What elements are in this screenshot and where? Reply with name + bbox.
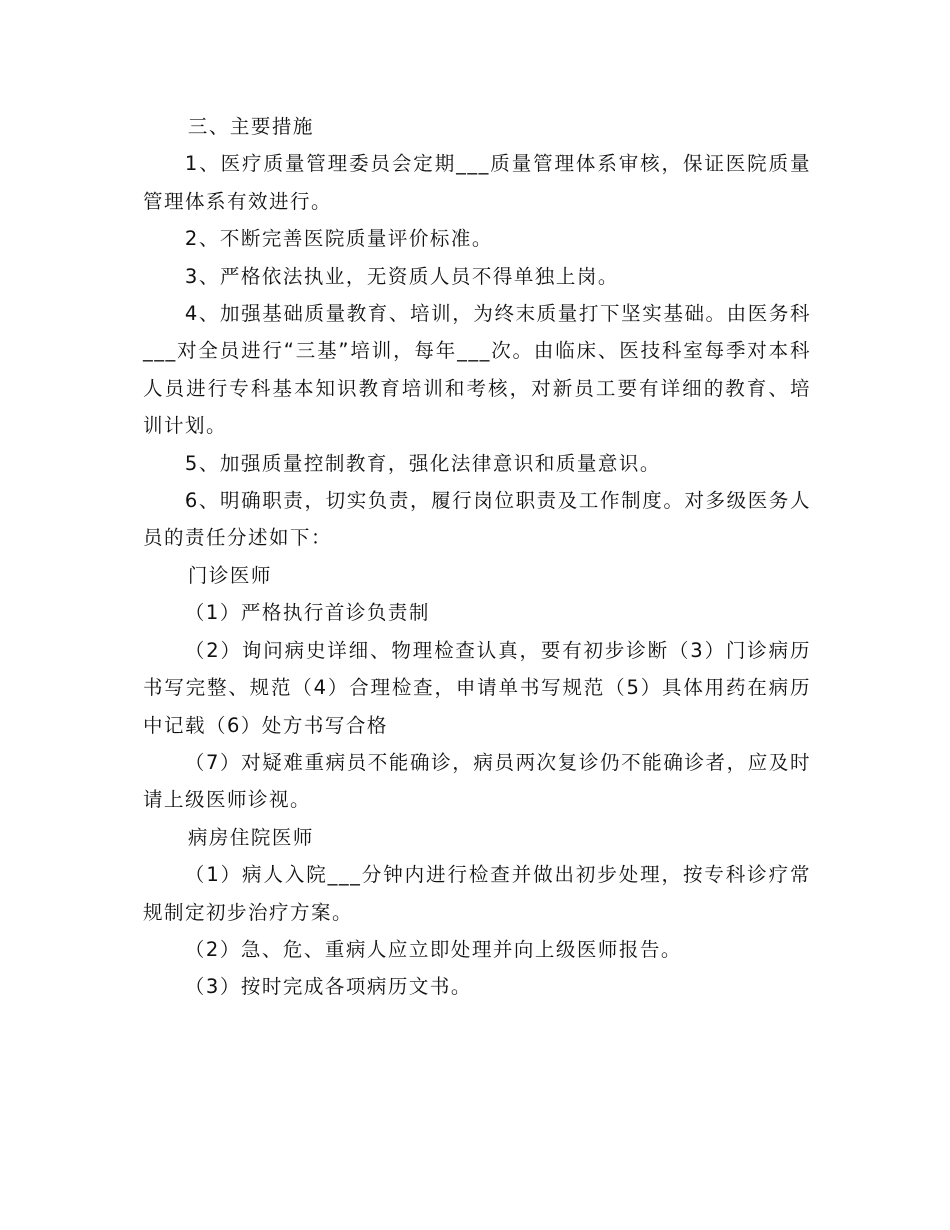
paragraph-item-1: 1、医疗质量管理委员会定期___质量管理体系审核，保证医院质量管理体系有效进行。 [143,152,811,213]
document-body [143,108,811,1006]
outpatient-heading: 门诊医师 [187,563,272,587]
ward-item-2: （2）急、危、重病人应立即处理并向上级医师报告。 [184,937,682,961]
outpatient-item-7: （7）对疑难重病员不能确诊，病员两次复诊仍不能确诊者，应及时请上级医师诊视。 [143,750,811,812]
paragraph-item-6: 6、明确职责，切实负责，履行岗位职责及工作制度。对多级医务人员的责任分述如下： [143,489,811,550]
section-heading: 三、主要措施 [187,115,314,138]
paragraph-item-3: 3、严格依法执业，无资质人员不得单独上岗。 [184,264,619,288]
ward-item-1: （1）病人入院___分钟内进行检查并做出初步处理，按专科诊疗常规制定初步治疗方案。 [143,863,811,924]
paragraph-item-4: 4、加强基础质量教育、培训，为终末质量打下坚实基础。由医务科___对全员进行“三基”培训，每年___次。由临床、医技科室每季对本科人员进行专科基本知识教育培训和考核，对新员工要有详细的教育、培训计划。 [143,302,811,438]
ward-heading: 病房住院医师 [187,825,314,849]
paragraph-item-2: 2、不断完善医院质量评价标准。 [184,227,493,251]
paragraph-item-5: 5、加强质量控制教育，强化法律意识和质量意识。 [184,451,661,475]
ward-item-3: （3）按时完成各项病历文书。 [184,975,472,999]
outpatient-item-1: （1）严格执行首诊负责制 [184,601,430,625]
outpatient-item-2: （2）询问病史详细、物理检查认真，要有初步诊断（3）门诊病历书写完整、规范（4）合理检查，申请单书写规范（5）具体用药在病历中记载（6）处方书写合格 [143,638,811,737]
